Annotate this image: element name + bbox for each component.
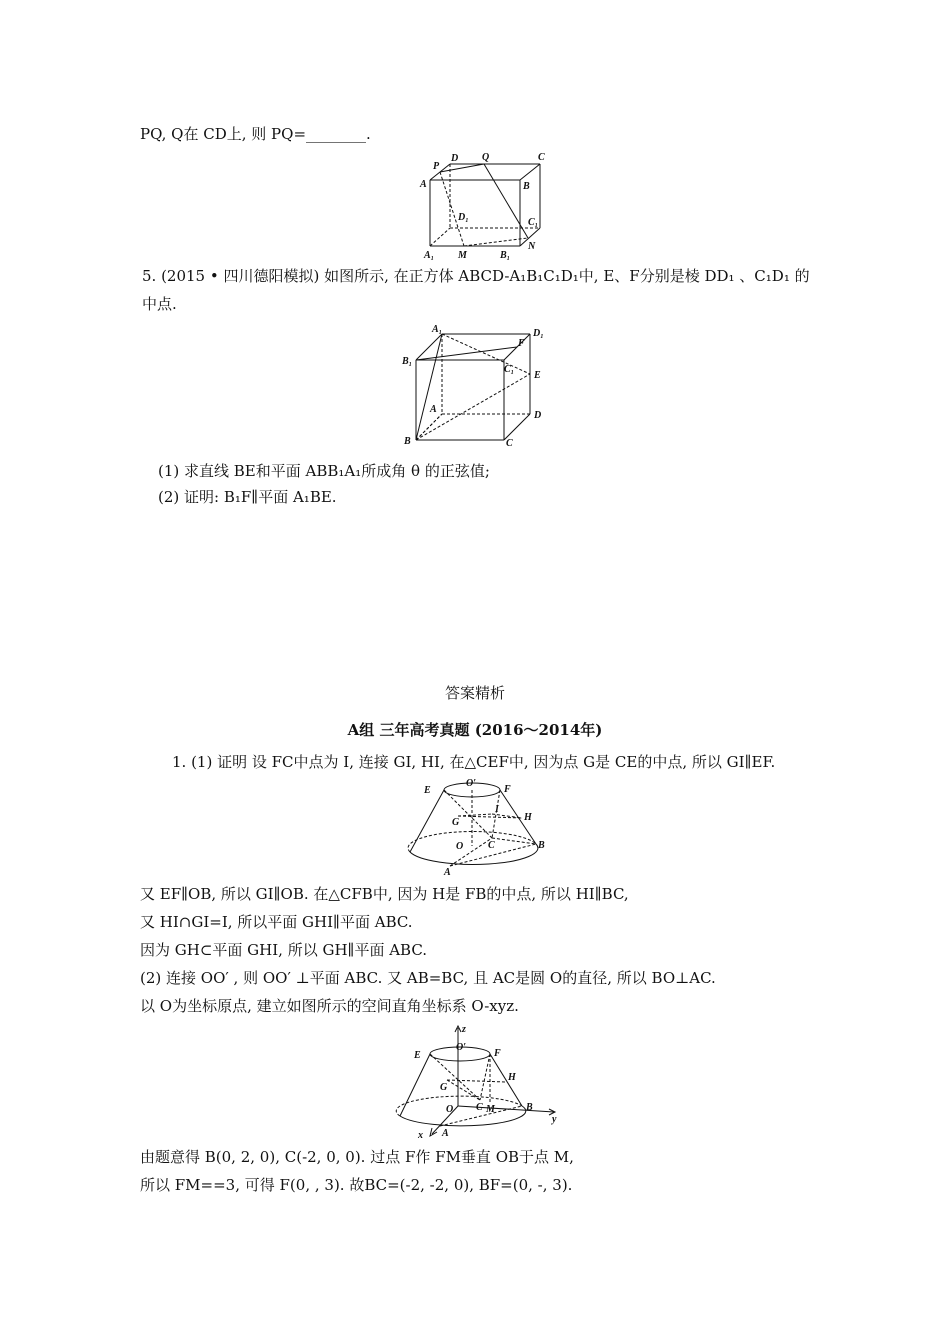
figure-frustum-axes bbox=[392, 1022, 562, 1140]
fig1-label: M bbox=[458, 250, 467, 261]
fig2-label: E bbox=[534, 370, 541, 381]
text-line-8: 1. (1) 证明 设 FC中点为 I, 连接 GI, HI, 在△CEF中, 因为点 G是 CE的中点, 所以 GI∥EF. bbox=[172, 753, 776, 771]
fig4-label: O′ bbox=[456, 1042, 467, 1053]
fig1-label: A₁ bbox=[424, 250, 435, 261]
figure-cube-pq bbox=[418, 150, 548, 262]
fig3-label: H bbox=[524, 812, 532, 823]
fig4-label: B bbox=[526, 1102, 533, 1113]
fig1-label: C bbox=[538, 152, 545, 163]
text-line-15: 所以 FM==3, 可得 F(0, , 3). 故BC=(-2, -2, 0), BF=(0, -, 3). bbox=[140, 1176, 573, 1194]
fig1-label: D₁ bbox=[458, 212, 469, 223]
fig2-label: A bbox=[430, 404, 437, 415]
fig1-label: C₁ bbox=[528, 217, 539, 228]
fig2-label: B bbox=[404, 436, 411, 447]
fig2-label: D bbox=[534, 410, 542, 421]
fig1-label: B₁ bbox=[500, 250, 511, 261]
fig3-label: G bbox=[452, 817, 460, 828]
fig3-label: O′ bbox=[466, 778, 477, 789]
fig2-label: F bbox=[518, 338, 525, 349]
fig4-label: O bbox=[446, 1104, 454, 1115]
fig1-label: B bbox=[523, 181, 530, 192]
fig3-label: F bbox=[504, 784, 511, 795]
fig1-label: N bbox=[528, 241, 536, 252]
section-title: 答案精析 bbox=[444, 684, 505, 702]
text-line-4: (1) 求直线 BE和平面 ABB₁A₁所成角 θ 的正弦值; bbox=[158, 462, 490, 480]
section-subtitle: A组 三年高考真题 (2016～2014年) bbox=[347, 721, 603, 739]
fig3-label: A bbox=[444, 867, 451, 876]
text-line-10: 又 HI∩GI=I, 所以平面 GHI∥平面 ABC. bbox=[140, 913, 413, 931]
text-line-3: 中点. bbox=[142, 295, 177, 313]
fig2-label: B₁ bbox=[402, 356, 413, 367]
fig3-label: B bbox=[538, 840, 545, 851]
fig1-label: P bbox=[433, 161, 440, 172]
fig4-label: x bbox=[418, 1130, 423, 1140]
fig4-label: A bbox=[442, 1128, 449, 1139]
fig1-label: Q bbox=[482, 152, 490, 163]
fig3-label: E bbox=[424, 785, 431, 796]
fig1-label: D bbox=[451, 153, 459, 164]
text-line-2: 5. (2015 • 四川德阳模拟) 如图所示, 在正方体 ABCD-A₁B₁C₁D₁中, E、F分别是棱 DD₁ 、C₁D₁ 的 bbox=[142, 267, 810, 285]
fig4-label: E bbox=[414, 1050, 421, 1061]
fig3-label: C bbox=[488, 840, 495, 851]
fig4-label: M bbox=[486, 1104, 495, 1115]
fig2-label: C₁ bbox=[504, 364, 515, 375]
figure-frustum-1 bbox=[402, 776, 552, 876]
text-line-14: 由题意得 B(0, 2, 0), C(-2, 0, 0). 过点 F作 FM垂直 OB于点 M, bbox=[140, 1148, 574, 1166]
text-line-11: 因为 GH⊂平面 GHI, 所以 GH∥平面 ABC. bbox=[140, 941, 428, 959]
fig3-label: O bbox=[456, 841, 464, 852]
figure-cube-ef bbox=[400, 320, 550, 450]
fig4-label: G bbox=[440, 1082, 448, 1093]
fig2-label: A₁ bbox=[432, 324, 443, 335]
fig4-label: F bbox=[494, 1048, 501, 1059]
text-line-13: 以 O为坐标原点, 建立如图所示的空间直角坐标系 O-xyz. bbox=[140, 997, 519, 1015]
fig2-label: C bbox=[506, 438, 513, 449]
fig4-label: C bbox=[476, 1102, 483, 1113]
text-line-1: PQ, Q在 CD上, 则 PQ=________. bbox=[140, 125, 371, 143]
fig4-label: y bbox=[552, 1114, 557, 1125]
fig2-label: D₁ bbox=[533, 328, 544, 339]
text-line-12: (2) 连接 OO′ , 则 OO′ ⊥平面 ABC. 又 AB=BC, 且 AC是圆 O的直径, 所以 BO⊥AC. bbox=[140, 969, 716, 987]
text-line-5: (2) 证明: B₁F∥平面 A₁BE. bbox=[158, 488, 337, 506]
fig4-label: H bbox=[508, 1072, 516, 1083]
text-line-9: 又 EF∥OB, 所以 GI∥OB. 在△CFB中, 因为 H是 FB的中点, 所以 HI∥BC, bbox=[140, 885, 629, 903]
fig3-label: I bbox=[495, 804, 499, 815]
fig1-label: A bbox=[420, 179, 427, 190]
fig4-label: z bbox=[462, 1024, 466, 1035]
